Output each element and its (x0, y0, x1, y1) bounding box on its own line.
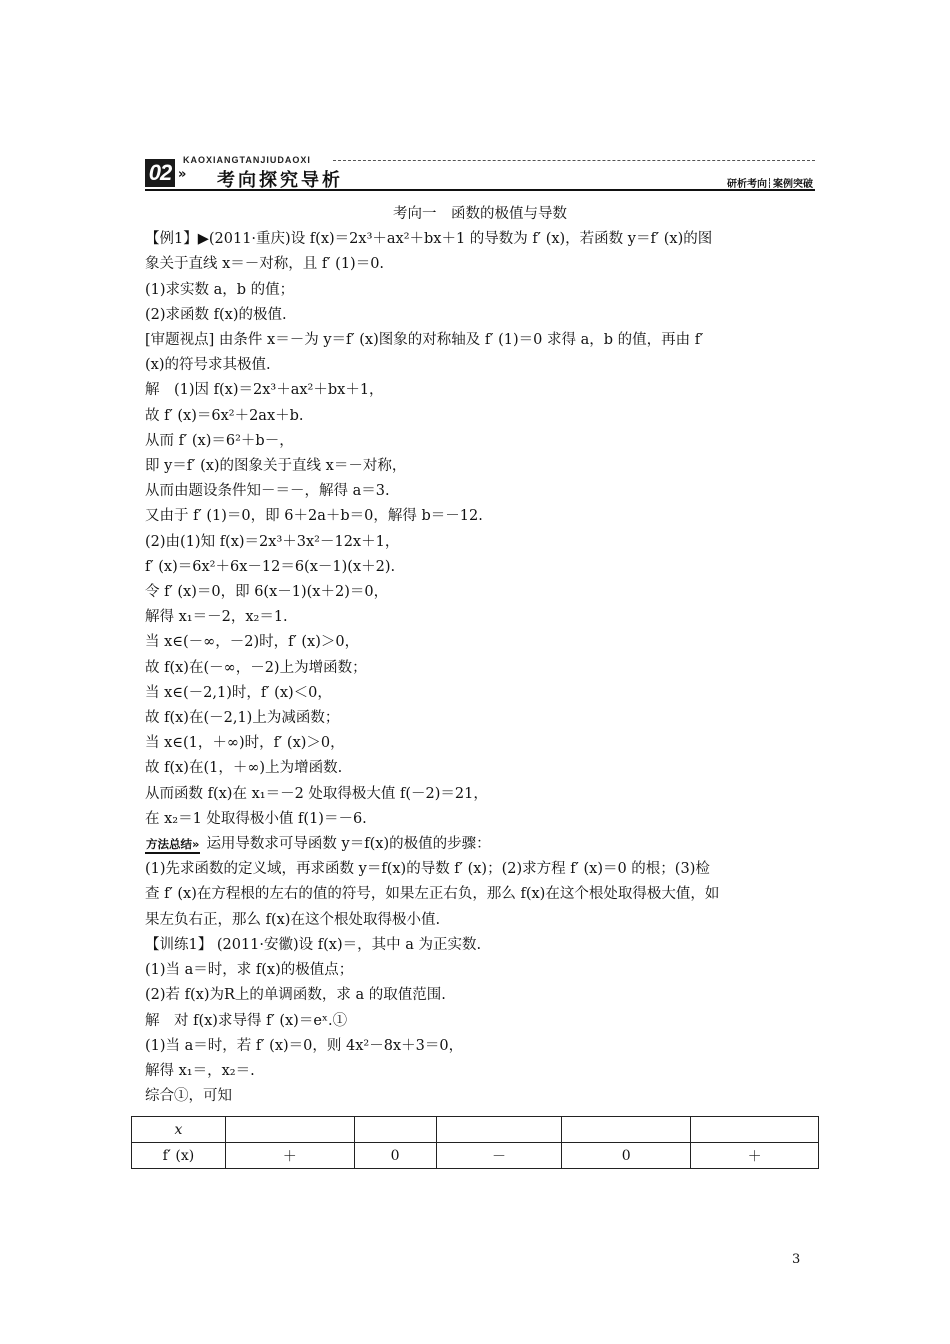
table-cell: f′ (x) (132, 1143, 226, 1169)
method-summary-tag: 方法总结» (145, 837, 200, 854)
text-line: 在 x₂＝1 处取得极小值 f(1)＝－6. (145, 810, 367, 827)
text-line: 解 对 f(x)求导得 f′ (x)＝eˣ.① (145, 1012, 348, 1029)
text-line: (2)求函数 f(x)的极值. (145, 306, 287, 323)
text-line: 故 f(x)在(－∞，－2)上为增函数； (145, 659, 367, 676)
chevron-icon: » (178, 167, 187, 182)
table-cell: 0 (354, 1143, 436, 1169)
text-line: 从而由题设条件知－＝－，解得 a＝3. (145, 483, 390, 500)
main-content (145, 202, 815, 1109)
banner-dashed-line (333, 160, 815, 161)
topic-heading: 考向一 函数的极值与导数 (393, 206, 567, 222)
text-line: 当 x∈(1，＋∞)时，f′ (x)＞0， (145, 735, 345, 752)
text-line: 当 x∈(－2,1)时，f′ (x)＜0， (145, 684, 332, 701)
text-line: (1)先求函数的定义域，再求函数 y＝f(x)的导数 f′ (x)；(2)求方程 f′ (x)＝0 的根；(3)检 (145, 861, 710, 878)
text-line: 解得 x₁＝－2，x₂＝1. (145, 609, 288, 626)
text-line: 从而 f′ (x)＝6²＋b－， (145, 432, 294, 449)
text-line: (2)由(1)知 f(x)＝2x³＋3x²－12x＋1， (145, 533, 400, 550)
text-line: 查 f′ (x)在方程根的左右的值的符号，如果左正右负，那么 f(x)在这个根处取得极大值，如 (145, 886, 720, 903)
text-line: 故 f(x)在(1，＋∞)上为增函数. (145, 760, 343, 777)
method-summary-line (145, 832, 815, 857)
table-cell: x (132, 1117, 226, 1143)
table-cell: ＋ (691, 1143, 819, 1169)
section-number: 02 (145, 159, 175, 187)
page-number: 3 (792, 1252, 801, 1267)
text-line: (1)当 a＝时，求 f(x)的极值点； (145, 962, 354, 979)
banner-rule (145, 189, 815, 191)
text-line: 解 (1)因 f(x)＝2x³＋ax²＋bx＋1， (145, 382, 384, 399)
text-line: (1)求实数 a，b 的值； (145, 281, 295, 298)
table-row (132, 1117, 819, 1143)
text-line: (2)若 f(x)为R上的单调函数，求 a 的取值范围. (145, 987, 446, 1004)
text-line: 令 f′ (x)＝0，即 6(x－1)(x＋2)＝0， (145, 584, 389, 601)
section-title: 考向探究导析 (217, 170, 343, 191)
banner-tag-left: 研析考向 (727, 179, 767, 190)
text-line: 【训练1】 (2011·安徽)设 f(x)＝，其中 a 为正实数. (145, 936, 482, 953)
text-line: 故 f′ (x)＝6x²＋2ax＋b. (145, 407, 304, 424)
text-line: 当 x∈(－∞，－2)时，f′ (x)＞0， (145, 634, 360, 651)
table-cell: ＋ (225, 1143, 354, 1169)
table-row (132, 1143, 819, 1169)
table-cell: － (436, 1143, 562, 1169)
text-line: [审题视点] 由条件 x＝－为 y＝f′ (x)图象的对称轴及 f′ (1)＝0 求得 a，b 的值，再由 f′ (145, 332, 704, 349)
text-line: 又由于 f′ (1)＝0，即 6＋2a＋b＝0，解得 b＝－12. (145, 508, 483, 525)
table-cell (562, 1117, 691, 1143)
text-line: 象关于直线 x＝－对称，且 f′ (1)＝0. (145, 256, 385, 273)
method-summary-text: 运用导数求可导函数 y＝f(x)的极值的步骤： (206, 836, 491, 853)
text-line: 从而函数 f(x)在 x₁＝－2 处取得极大值 f(－2)＝21， (145, 785, 488, 802)
text-line: 果左负右正，那么 f(x)在这个根处取得极小值. (145, 911, 441, 928)
table-cell (691, 1117, 819, 1143)
text-line: (x)的符号求其极值. (145, 357, 271, 374)
text-line: 即 y＝f′ (x)的图象关于直线 x＝－对称， (145, 458, 407, 475)
table-cell (225, 1117, 354, 1143)
text-line: 综合①，可知 (145, 1088, 232, 1105)
text-line: (1)当 a＝时，若 f′ (x)＝0，则 4x²－8x＋3＝0， (145, 1037, 464, 1054)
section-pinyin: KAOXIANGTANJIUDAOXI (183, 155, 311, 165)
text-line: 故 f(x)在(－2,1)上为减函数； (145, 710, 340, 727)
tag-divider (769, 178, 771, 188)
text-line: 【例1】▶(2011·重庆)设 f(x)＝2x³＋ax²＋bx＋1 的导数为 f′ (x)，若函数 y＝f′ (x)的图 (145, 231, 713, 248)
table-cell (354, 1117, 436, 1143)
banner-tag-right: 案例突破 (773, 179, 813, 190)
table-cell: 0 (562, 1143, 691, 1169)
text-line: 解得 x₁＝，x₂＝. (145, 1062, 255, 1079)
section-banner (145, 153, 815, 191)
text-line: f′ (x)＝6x²＋6x－12＝6(x－1)(x＋2). (145, 558, 396, 575)
table-cell (436, 1117, 562, 1143)
sign-table (131, 1116, 819, 1169)
banner-right-tag (727, 175, 813, 190)
